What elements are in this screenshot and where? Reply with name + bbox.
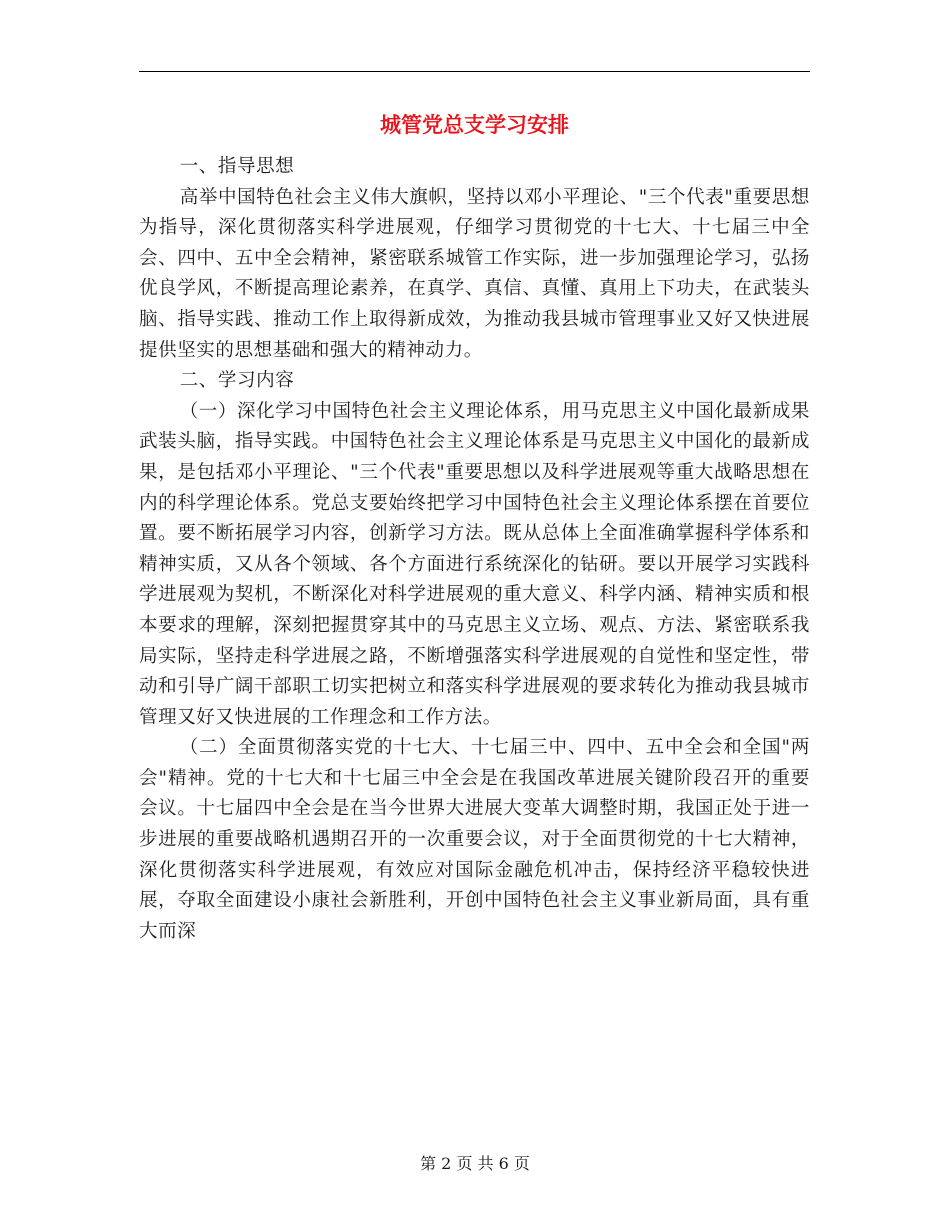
section-heading-guiding-ideology: 一、指导思想 (179, 156, 295, 177)
body-paragraph: （二）全面贯彻落实党的十七大、十七届三中、四中、五中全会和全国"两会"精神。党的十七大和十七届三中全会是在我国改革进展关键阶段召开的重要会议。十七届四中全会是在当今世界大进展大变革大调整时期，我国正处于进一步进展的重要战略机遇期召开的一次重要会议，对于全面贯彻党的十七大精神，深化贯彻落实科学进展观，有效应对国际金融危机冲击，保持经济平稳较快进展，夺取全面建设小康社会新胜利，开创中国特色社会主义事业新局面，具有重大而深 (139, 737, 810, 942)
document-body (139, 152, 810, 947)
header-rule (139, 71, 810, 72)
page-title: 城管党总支学习安排 (380, 112, 569, 137)
page-number-footer: 第 2 页 共 6 页 (420, 1154, 530, 1173)
body-paragraph: 高举中国特色社会主义伟大旗帜，坚持以邓小平理论、"三个代表"重要思想为指导，深化贯彻落实科学进展观，仔细学习贯彻党的十七大、十七届三中全会、四中、五中全会精神，紧密联系城管工作实际，进一步加强理论学习，弘扬优良学风，不断提高理论素养，在真学、真信、真懂、真用上下功夫，在武装头脑、指导实践、推动工作上取得新成效，为推动我县城市管理事业又好又快进展提供坚实的思想基础和强大的精神动力。 (139, 186, 810, 361)
section-heading-study-content: 二、学习内容 (179, 370, 295, 392)
body-paragraph: （一）深化学习中国特色社会主义理论体系，用马克思主义中国化最新成果武装头脑，指导实践。中国特色社会主义理论体系是马克思主义中国化的最新成果，是包括邓小平理论、"三个代表"重要思想以及科学进展观等重大战略思想在内的科学理论体系。党总支要始终把学习中国特色社会主义理论体系摆在首要位置。要不断拓展学习内容，创新学习方法。既从总体上全面准确掌握科学体系和精神实质，又从各个领域、各个方面进行系统深化的钻研。要以开展学习实践科学进展观为契机，不断深化对科学进展观的重大意义、科学内涵、精神实质和根本要求的理解，深刻把握贯穿其中的马克思主义立场、观点、方法、紧密联系我局实际，坚持走科学进展之路，不断增强落实科学进展观的自觉性和坚定性，带动和引导广阔干部职工切实把树立和落实科学进展观的要求转化为推动我县城市管理又好又快进展的工作理念和工作方法。 (139, 400, 810, 728)
